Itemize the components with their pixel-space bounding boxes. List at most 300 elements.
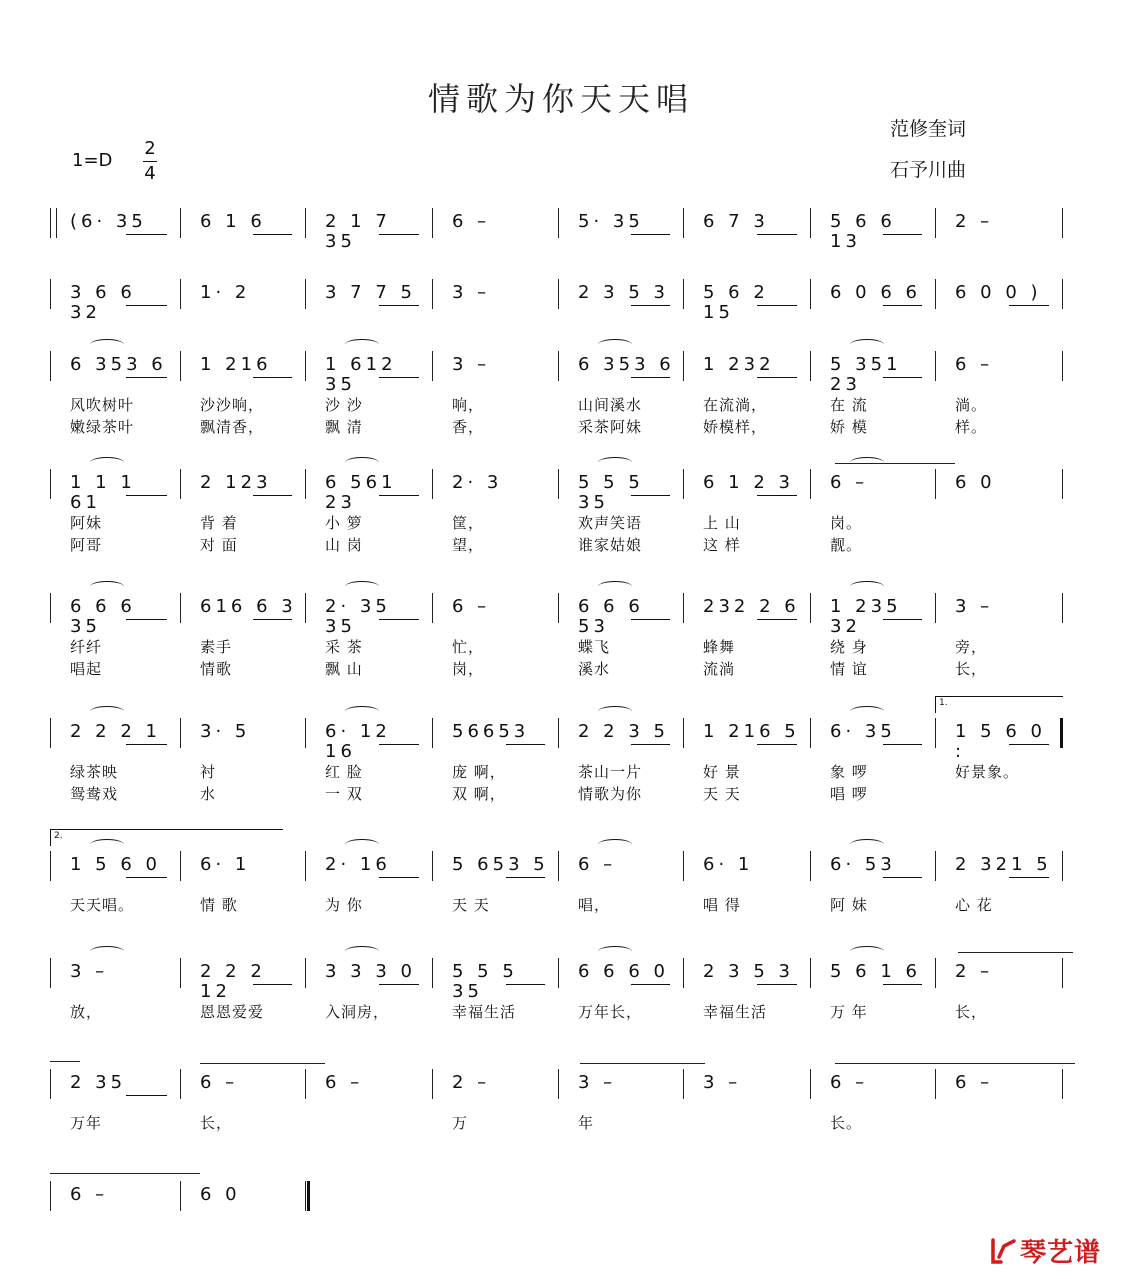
song-title: 情歌为你天天唱 [427, 80, 694, 118]
measure-notes: 2 2 3 5 [578, 721, 669, 742]
bar-line [683, 351, 684, 381]
measure-notes: 6· 1 [200, 854, 251, 875]
lyric-verse-1: 好 景 [703, 763, 741, 781]
measure-notes: 1· 2 [200, 282, 251, 303]
measure-notes: 2 123 [200, 472, 272, 493]
bar-line [180, 958, 181, 988]
beam-line [253, 495, 292, 496]
beam-line [883, 377, 922, 378]
measure-notes: 3 – [452, 354, 491, 375]
measure-notes: 2 – [955, 211, 994, 232]
measure-notes: 3 7 7 5 [325, 282, 416, 303]
measure-notes: 1 216 5 [703, 721, 800, 742]
lyric-verse-1: 衬 [200, 763, 217, 781]
measure-notes: 5 6 1 6 [830, 961, 921, 982]
lyric-verse-1: 唱， [578, 896, 611, 914]
measure-notes: 6 1 2 3 [703, 472, 794, 493]
lyric-verse-1: 心 花 [955, 896, 993, 914]
bar-line [683, 279, 684, 309]
bar-line [180, 279, 181, 309]
lyric-verse-2: 情歌 [200, 660, 233, 678]
measure-notes: 3 – [70, 961, 109, 982]
lyric-verse-1: 幸福生活 [452, 1003, 517, 1021]
beam-line [506, 984, 545, 985]
slur-mark [345, 946, 379, 957]
bar-line [432, 208, 433, 238]
bar-line [935, 1069, 936, 1099]
measure-notes: 6 353 6 [578, 354, 675, 375]
bar-line [305, 1181, 306, 1211]
beam-line [757, 744, 797, 745]
measure-notes: 1 232 [703, 354, 775, 375]
measure-notes: 6 0 6 6 [830, 282, 921, 303]
bar-line [935, 279, 936, 309]
beam-line [883, 619, 922, 620]
measure-notes: 6 – [830, 1072, 869, 1093]
beam-line [631, 619, 670, 620]
measure-notes: 2 321 5 [955, 854, 1052, 875]
beam-line [126, 234, 167, 235]
lyric-verse-1: 长。 [830, 1114, 863, 1132]
lyric-verse-2: 一 双 [325, 785, 363, 803]
lyric-verse-2: 这 样 [703, 536, 741, 554]
bar-line [810, 958, 811, 988]
lyric-verse-2: 飘 清 [325, 418, 363, 436]
repeat-bar-line [1060, 718, 1063, 748]
bar-line [810, 718, 811, 748]
lyric-verse-2: 水 [200, 785, 217, 803]
lyric-verse-1: 唱 得 [703, 896, 741, 914]
bar-line [683, 718, 684, 748]
tie-line [50, 1061, 80, 1062]
measure-notes: 6 0 0 ) [955, 282, 1042, 303]
bar-line [1062, 351, 1063, 381]
measure-notes: 6 6 6 35 [70, 596, 136, 637]
measure-notes: 6 – [955, 1072, 994, 1093]
lyric-verse-1: 欢声笑语 [578, 514, 643, 532]
bar-line [683, 593, 684, 623]
lyric-verse-1: 阿 妹 [830, 896, 868, 914]
lyric-verse-2: 望， [452, 536, 485, 554]
bar-line [305, 593, 306, 623]
bar-line [810, 593, 811, 623]
beam-line [126, 619, 167, 620]
beam-line [253, 984, 292, 985]
bar-line [305, 208, 306, 238]
lyric-verse-1: 红 脸 [325, 763, 363, 781]
lyric-verse-1: 岗。 [830, 514, 863, 532]
beam-line [126, 744, 167, 745]
lyric-verse-1: 长， [200, 1114, 233, 1132]
beam-line [379, 234, 419, 235]
bar-line [935, 351, 936, 381]
tie-line [958, 952, 1073, 953]
lyric-verse-2: 鸳鸯戏 [70, 785, 119, 803]
slur-mark [345, 339, 379, 350]
lyric-verse-1: 情 歌 [200, 896, 238, 914]
bar-line [50, 279, 51, 309]
beam-line [379, 877, 419, 878]
beam-line [631, 234, 670, 235]
measure-notes: 6 0 [955, 472, 996, 493]
lyric-verse-1: 庞 啊， [452, 763, 506, 781]
bar-line [50, 1069, 51, 1099]
beam-line [253, 234, 292, 235]
lyric-verse-2: 香， [452, 418, 485, 436]
beam-line [757, 234, 797, 235]
volta-label: 2. [54, 831, 63, 841]
bar-line [558, 718, 559, 748]
lyric-verse-2: 天 天 [703, 785, 741, 803]
tie-line [580, 1063, 705, 1064]
beam-line [631, 377, 670, 378]
lyric-verse-1: 蜂舞 [703, 638, 736, 656]
slur-mark [345, 581, 379, 592]
lyric-verse-2: 长， [955, 660, 988, 678]
lyric-verse-1: 沙沙响， [200, 396, 265, 414]
beam-line [126, 1095, 167, 1096]
lyric-verse-1: 万年 [70, 1114, 103, 1132]
bar-line [935, 208, 936, 238]
bar-line [558, 958, 559, 988]
beam-line [379, 619, 419, 620]
slur-mark [598, 839, 632, 850]
time-signature [140, 138, 160, 185]
beam-line [379, 744, 419, 745]
slur-mark [345, 839, 379, 850]
measure-notes: 3 6 6 32 [70, 282, 136, 323]
measure-notes: 6 1 6 [200, 211, 266, 232]
measure-notes: (6· 35 [70, 211, 147, 232]
lyric-verse-1: 万年长， [578, 1003, 643, 1021]
bar-line [558, 1069, 559, 1099]
bar-line [683, 208, 684, 238]
measure-notes: 1 1 1 61 [70, 472, 136, 513]
measure-notes: 6 561 23 [325, 472, 397, 513]
lyric-verse-1: 采 茶 [325, 638, 363, 656]
volta-bracket [935, 696, 1063, 713]
bar-line [558, 279, 559, 309]
measure-notes: 2 – [955, 961, 994, 982]
beam-line [757, 377, 797, 378]
lyric-verse-1: 象 啰 [830, 763, 868, 781]
bar-line [305, 718, 306, 748]
lyric-verse-1: 绕 身 [830, 638, 868, 656]
measure-notes: 5· 35 [578, 211, 644, 232]
bar-line [432, 593, 433, 623]
beam-line [379, 495, 419, 496]
lyric-verse-2: 唱 啰 [830, 785, 868, 803]
bar-line [935, 958, 936, 988]
tie-line [835, 463, 955, 464]
measure-notes: 616 6 3 [200, 596, 297, 617]
lyric-verse-2: 采茶阿妹 [578, 418, 643, 436]
bar-line [1062, 279, 1063, 309]
measure-notes: 1 235 32 [830, 596, 902, 637]
bar-line [558, 469, 559, 499]
bar-line [50, 718, 51, 748]
bar-line [305, 851, 306, 881]
measure-notes: 3· 5 [200, 721, 251, 742]
measure-notes: 2 35 [70, 1072, 127, 1093]
slur-mark [850, 839, 884, 850]
logo-icon [990, 1237, 1016, 1265]
lyric-verse-1: 上 山 [703, 514, 741, 532]
measure-notes: 6 0 [200, 1184, 241, 1205]
slur-mark [598, 946, 632, 957]
bar-line [432, 958, 433, 988]
measure-notes: 2 2 2 1 [70, 721, 161, 742]
slur-mark [850, 706, 884, 717]
slur-mark [90, 457, 124, 468]
lyric-verse-1: 背 着 [200, 514, 238, 532]
time-signature-bottom: 4 [144, 163, 156, 184]
measure-notes: 2· 35 35 [325, 596, 391, 637]
final-bar-line [307, 1181, 310, 1211]
lyric-verse-1: 万 [452, 1114, 469, 1132]
beam-line [126, 377, 167, 378]
measure-notes: 1 5 6 0 : [955, 721, 1046, 762]
bar-line [1062, 593, 1063, 623]
measure-notes: 56653 [452, 721, 530, 742]
bar-line [180, 851, 181, 881]
bar-line [1062, 208, 1063, 238]
beam-line [506, 877, 545, 878]
lyric-verse-1: 好景象。 [955, 763, 1020, 781]
lyric-verse-1: 沙 沙 [325, 396, 363, 414]
bar-line [50, 958, 51, 988]
lyric-verse-1: 万 年 [830, 1003, 868, 1021]
measure-notes: 6 – [70, 1184, 109, 1205]
lyric-verse-1: 阿妹 [70, 514, 103, 532]
beam-line [631, 984, 670, 985]
bar-line [180, 208, 181, 238]
bar-line [305, 1069, 306, 1099]
lyric-verse-1: 山间溪水 [578, 396, 643, 414]
measure-notes: 1 5 6 0 [70, 854, 161, 875]
slur-mark [598, 457, 632, 468]
lyric-verse-2: 山 岗 [325, 536, 363, 554]
beam-line [883, 744, 922, 745]
lyric-verse-1: 淌。 [955, 396, 988, 414]
volta-bracket [50, 829, 283, 846]
bar-line [810, 469, 811, 499]
bar-line [558, 593, 559, 623]
lyric-verse-2: 情歌为你 [578, 785, 643, 803]
lyric-verse-1: 年 [578, 1114, 595, 1132]
measure-notes: 6 – [452, 211, 491, 232]
time-signature-divider [143, 161, 157, 162]
bar-line [810, 351, 811, 381]
slur-mark [850, 946, 884, 957]
bar-line [305, 958, 306, 988]
lyric-verse-1: 幸福生活 [703, 1003, 768, 1021]
bar-line [50, 593, 51, 623]
beam-line [126, 305, 167, 306]
beam-line [883, 984, 922, 985]
measure-notes: 6· 1 [703, 854, 754, 875]
measure-notes: 5 5 5 35 [452, 961, 518, 1002]
beam-line [883, 305, 922, 306]
bar-line [180, 469, 181, 499]
tie-line [50, 1173, 200, 1174]
measure-notes: 2· 3 [452, 472, 503, 493]
bar-line [180, 1181, 181, 1211]
lyric-verse-1: 在流淌， [703, 396, 768, 414]
bar-line [558, 351, 559, 381]
lyric-verse-1: 入洞房， [325, 1003, 390, 1021]
tie-line [835, 1063, 1075, 1064]
measure-notes: 5 653 5 [452, 854, 549, 875]
bar-line [1062, 851, 1063, 881]
lyricist-credit: 范修奎词 [890, 118, 967, 140]
lyric-verse-1: 为 你 [325, 896, 363, 914]
bar-line [50, 351, 51, 381]
bar-line [1062, 1069, 1063, 1099]
bar-line [50, 208, 51, 238]
bar-line [432, 1069, 433, 1099]
lyric-verse-1: 天天唱。 [70, 896, 135, 914]
bar-line [810, 279, 811, 309]
slur-mark [90, 706, 124, 717]
beam-line [379, 984, 419, 985]
measure-notes: 6 – [830, 472, 869, 493]
measure-notes: 5 351 23 [830, 354, 902, 395]
beam-line [1009, 744, 1049, 745]
logo-text: 琴艺谱 [1020, 1238, 1102, 1268]
bar-line [305, 469, 306, 499]
lyric-verse-1: 忙， [452, 638, 485, 656]
bar-line [432, 851, 433, 881]
bar-line [50, 469, 51, 499]
bar-line [180, 351, 181, 381]
measure-notes: 6 – [452, 596, 491, 617]
beam-line [631, 305, 670, 306]
lyric-verse-1: 小 箩 [325, 514, 363, 532]
bar-line [432, 718, 433, 748]
lyric-verse-2: 娇模样， [703, 418, 768, 436]
lyric-verse-1: 素手 [200, 638, 233, 656]
measure-notes: 3 – [955, 596, 994, 617]
bar-line [180, 718, 181, 748]
measure-notes: 3 – [578, 1072, 617, 1093]
bar-line [683, 958, 684, 988]
measure-notes: 6· 53 [830, 854, 896, 875]
lyric-verse-1: 恩恩爱爱 [200, 1003, 265, 1021]
beam-line [253, 619, 292, 620]
lyric-verse-1: 在 流 [830, 396, 868, 414]
beam-line [757, 495, 797, 496]
measure-notes: 2 3 5 3 [578, 282, 669, 303]
measure-notes: 6 6 6 0 [578, 961, 669, 982]
measure-notes: 1 216 [200, 354, 272, 375]
beam-line [757, 984, 797, 985]
bar-line [935, 593, 936, 623]
slur-mark [598, 339, 632, 350]
bar-line [683, 851, 684, 881]
slur-mark [345, 706, 379, 717]
lyric-verse-2: 飘 山 [325, 660, 363, 678]
lyric-verse-1: 绿茶映 [70, 763, 119, 781]
measure-notes: 2 – [452, 1072, 491, 1093]
measure-notes: 6· 12 16 [325, 721, 391, 762]
lyric-verse-2: 双 啊， [452, 785, 506, 803]
lyric-verse-2: 唱起 [70, 660, 103, 678]
beam-line [379, 377, 419, 378]
lyric-verse-2: 飘清香， [200, 418, 265, 436]
measure-notes: 1 612 35 [325, 354, 397, 395]
lyric-verse-1: 天 天 [452, 896, 490, 914]
composer-credit: 石予川曲 [890, 159, 967, 181]
bar-line [810, 1069, 811, 1099]
time-signature-top: 2 [144, 138, 156, 159]
measure-notes: 6 – [955, 354, 994, 375]
lyric-verse-2: 溪水 [578, 660, 611, 678]
bar-line [305, 279, 306, 309]
bar-line [432, 279, 433, 309]
key-signature: 1=D [72, 150, 113, 171]
measure-notes: 2 2 2 12 [200, 961, 266, 1002]
bar-line [935, 851, 936, 881]
measure-notes: 6 – [578, 854, 617, 875]
beam-line [883, 234, 922, 235]
bar-line [1062, 469, 1063, 499]
beam-line [126, 495, 167, 496]
site-logo [990, 1232, 1101, 1269]
measure-notes: 5 6 6 13 [830, 211, 896, 252]
measure-notes: 5 6 2 15 [703, 282, 769, 323]
lyric-verse-2: 阿哥 [70, 536, 103, 554]
measure-notes: 2· 16 [325, 854, 391, 875]
beam-line [757, 305, 797, 306]
bar-line [50, 1181, 51, 1211]
measure-notes: 3 – [452, 282, 491, 303]
bar-line [935, 469, 936, 499]
beam-line [1009, 305, 1049, 306]
bar-line [683, 1069, 684, 1099]
bar-line [810, 208, 811, 238]
lyric-verse-1: 风吹树叶 [70, 396, 135, 414]
measure-notes: 3 3 3 0 [325, 961, 416, 982]
slur-mark [850, 581, 884, 592]
bar-line [50, 851, 51, 881]
bar-line [1062, 958, 1063, 988]
bar-line [935, 718, 936, 748]
beam-line [883, 877, 922, 878]
slur-mark [90, 581, 124, 592]
volta-label: 1. [939, 698, 948, 708]
slur-mark [345, 457, 379, 468]
beam-line [631, 744, 670, 745]
lyric-verse-1: 旁， [955, 638, 988, 656]
bar-line [432, 469, 433, 499]
slur-mark [90, 339, 124, 350]
bar-line [56, 208, 57, 238]
lyric-verse-2: 样。 [955, 418, 988, 436]
beam-line [379, 305, 419, 306]
measure-notes: 6· 35 [830, 721, 896, 742]
bar-line [558, 851, 559, 881]
lyric-verse-1: 茶山一片 [578, 763, 643, 781]
lyric-verse-2: 靓。 [830, 536, 863, 554]
lyric-verse-1: 纤纤 [70, 638, 103, 656]
slur-mark [850, 339, 884, 350]
measure-notes: 6 – [325, 1072, 364, 1093]
bar-line [810, 851, 811, 881]
bar-line [180, 1069, 181, 1099]
bar-line [432, 351, 433, 381]
measure-notes: 6 – [200, 1072, 239, 1093]
